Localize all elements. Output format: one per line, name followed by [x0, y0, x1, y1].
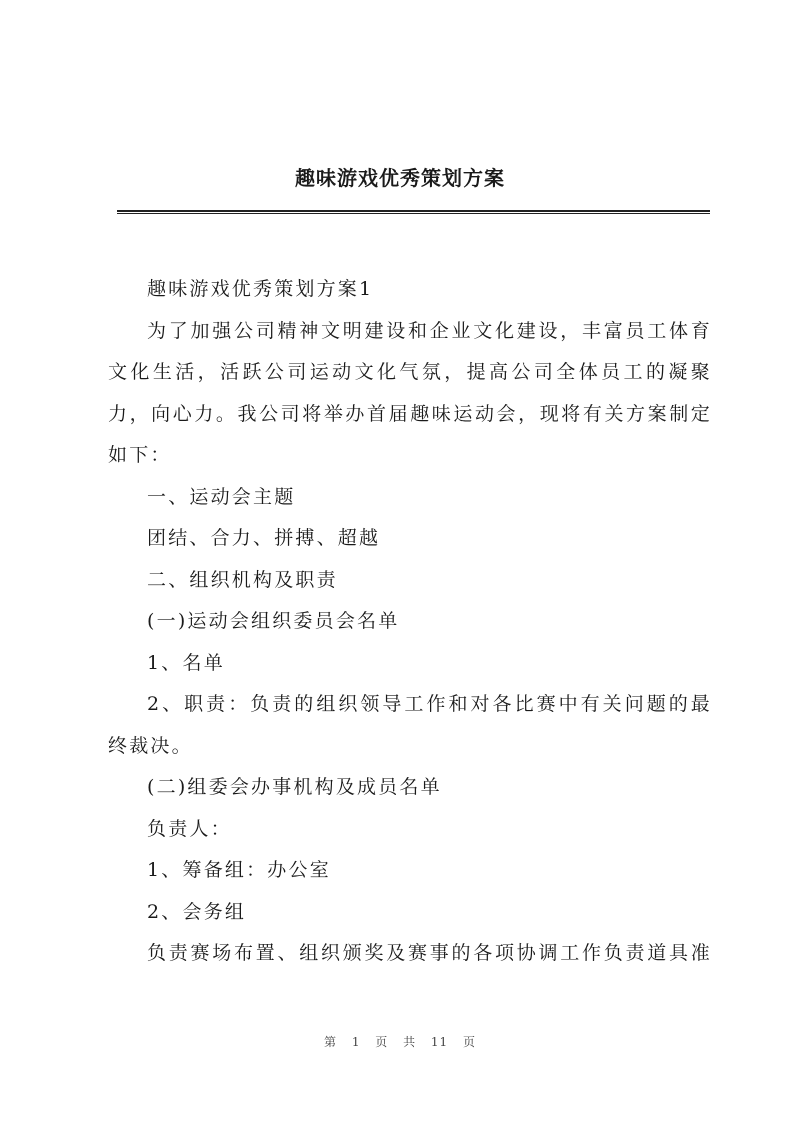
paragraph: 1、名单	[147, 651, 225, 674]
intro-paragraph: 为了加强公司精神文明建设和企业文化建设，丰富员工体育文化生活，活跃公司运动文化气氛，提高公司全体员工的凝聚力，向心力。我公司将举办首届趣味运动会，现将有关方案制定如下：	[108, 319, 712, 466]
paragraph: 负责人：	[147, 817, 232, 840]
paragraph: 二、组织机构及职责	[147, 568, 338, 591]
document-body	[108, 269, 712, 975]
paragraph: 2、职责：负责的组织领导工作和对各比赛中有关问题的最终裁决。	[108, 693, 712, 757]
paragraph: (二)组委会办事机构及成员名单	[147, 776, 442, 798]
paragraph: 2、会务组	[147, 900, 247, 923]
section-heading: 趣味游戏优秀策划方案1	[147, 278, 374, 300]
page-footer: 第 1 页 共 11 页	[324, 1035, 476, 1049]
paragraph: 负责赛场布置、组织颁奖及赛事的各项协调工作负责道具准	[147, 942, 712, 964]
paragraph: 一、运动会主题	[147, 485, 296, 508]
title-divider	[117, 210, 710, 212]
paragraph: 团结、合力、拼搏、超越	[147, 527, 381, 549]
page-title: 趣味游戏优秀策划方案	[295, 166, 505, 190]
paragraph: 1、筹备组：办公室	[147, 859, 331, 881]
paragraph: (一)运动会组织委员会名单	[147, 610, 400, 632]
